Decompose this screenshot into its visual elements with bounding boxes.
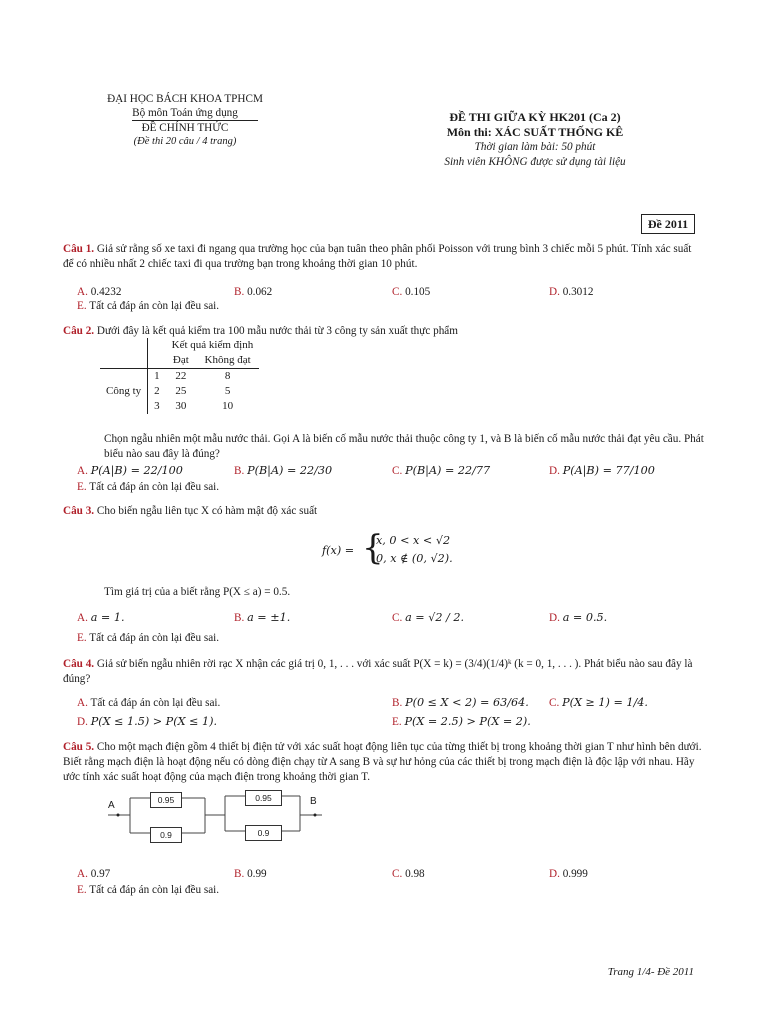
exam-rule: Sinh viên KHÔNG được sử dụng tài liệu (444, 156, 626, 168)
header-right (370, 110, 700, 170)
exam-time: Thời gian làm bài: 50 phút (474, 141, 596, 153)
brace-icon: { (362, 528, 384, 568)
device-1: 0.95 (150, 792, 182, 808)
question-1 (63, 242, 703, 272)
q2-option-c[interactable]: C. P(B|A) = 22/77 (392, 464, 491, 477)
q2-table (100, 338, 259, 414)
q5-label: Câu 5. (63, 741, 95, 753)
q5-option-b[interactable]: B. 0.99 (234, 868, 267, 880)
table-group-header: Kết quả kiểm định (171, 339, 254, 351)
q4-option-e[interactable]: E. P(X = 2.5) > P(X = 2). (392, 715, 531, 728)
q5-text: Cho một mạch điện gồm 4 thiết bị điện tử với xác suất hoạt động liên tục của từng thiết bị trong khoảng thời gian T như hình bên dưới. Biết rằng mạch điện là hoạt động nếu có dòng điện chạy từ A sang B và sự hư hỏng của các thiết bị trong mạch điện là độc lập với nhau. Hãy ước tính xác suất hoạt động của mạch điện trong khoảng thời gian T. (63, 741, 702, 783)
table-cell: 8 (224, 370, 231, 382)
q4-text: Giả sử biến ngẫu nhiên rời rạc X nhận các giá trị 0, 1, . . . với xác suất P(X = k) = (3/4)(1/4)ᵏ (k = 0, 1, . . . ). Phát biểu nào sau đây là đúng? (63, 658, 693, 685)
q1-text: Giả sử rằng số xe taxi đi ngang qua trường học của bạn tuân theo phân phối Poisson với trung bình 3 chiếc mỗi 5 phút. Tính xác suất để có nhiều nhất 2 chiếc taxi đi qua trường bạn trong khoảng thời gian 10 phút. (63, 243, 692, 270)
q2-option-a[interactable]: A. P(A|B) = 22/100 (77, 464, 183, 477)
exam-code-box: Đề 2011 (641, 214, 695, 234)
q1-option-e[interactable]: E. Tất cả đáp án còn lại đều sai. (77, 300, 220, 312)
q1-option-a[interactable]: A. 0.4232 (77, 286, 122, 298)
q3-label: Câu 3. (63, 505, 95, 517)
circuit-diagram (100, 788, 340, 858)
table-row-id: 1 (148, 369, 166, 385)
q4-label: Câu 4. (63, 658, 95, 670)
q1-option-d[interactable]: D. 0.3012 (549, 286, 594, 298)
q3-case-2: 0, x ∉ (0, √2). (376, 552, 453, 565)
question-5 (63, 740, 703, 785)
q2-option-b[interactable]: B. P(B|A) = 22/30 (234, 464, 333, 477)
count-note: (Đề thi 20 câu / 4 trang) (133, 136, 237, 147)
q1-label: Câu 1. (63, 243, 95, 255)
q3-option-e[interactable]: E. Tất cả đáp án còn lại đều sai. (77, 632, 220, 644)
q2-option-e[interactable]: E. Tất cả đáp án còn lại đều sai. (77, 481, 220, 493)
q3-option-b[interactable]: B. a = ±1. (234, 611, 291, 624)
q1-option-c[interactable]: C. 0.105 (392, 286, 431, 298)
q2-label: Câu 2. (63, 325, 95, 337)
device-2: 0.9 (150, 827, 182, 843)
q4-option-b[interactable]: B. P(0 ≤ X < 2) = 63/64. (392, 696, 529, 709)
q5-option-d[interactable]: D. 0.999 (549, 868, 588, 880)
node-b-label: B (310, 796, 317, 807)
q3-option-a[interactable]: A. a = 1. (77, 611, 125, 624)
exam-title: ĐỀ THI GIỮA KỲ HK201 (Ca 2) (449, 110, 621, 124)
node-a-label: A (108, 800, 115, 811)
table-row-id: 2 (148, 384, 166, 399)
q3-option-d[interactable]: D. a = 0.5. (549, 611, 608, 624)
q4-option-c[interactable]: C. P(X ≥ 1) = 1/4. (549, 696, 648, 709)
circuit-wires (100, 788, 340, 858)
university-name: ĐẠI HỌC BÁCH KHOA TPHCM (107, 93, 263, 105)
table-cell: 30 (175, 400, 187, 412)
q2-option-d[interactable]: D. P(A|B) = 77/100 (549, 464, 655, 477)
q3-option-c[interactable]: C. a = √2 / 2. (392, 611, 465, 624)
q3-case-1: x, 0 < x < √2 (376, 534, 451, 547)
question-2 (63, 324, 703, 339)
table-cell: 10 (222, 400, 234, 412)
question-4 (63, 657, 703, 687)
q4-option-a[interactable]: A. Tất cả đáp án còn lại đều sai. (77, 697, 221, 709)
official-label: ĐỀ CHÍNH THỨC (141, 122, 229, 134)
device-4: 0.9 (245, 825, 282, 841)
question-3 (63, 504, 703, 519)
department-name: Bộ môn Toán ứng dụng (132, 107, 238, 119)
table-row-label: Công ty (106, 385, 142, 397)
page-footer: Trang 1/4- Đề 2011 (607, 966, 694, 978)
table-cell: 25 (175, 385, 187, 397)
q3-text2: Tìm giá trị của a biết rằng P(X ≤ a) = 0.5. (104, 586, 291, 598)
header-divider (168, 120, 258, 121)
table-cell: 22 (175, 370, 187, 382)
q2-text2: Chọn ngẫu nhiên một mẫu nước thải. Gọi A là biến cố mẫu nước thải thuộc công ty 1, và B là biến cố mẫu nước thải đạt yêu cầu. Phát biểu nào sau đây là đúng? (104, 433, 704, 460)
table-col-fail: Không đạt (204, 354, 251, 366)
q2-text: Dưới đây là kết quả kiểm tra 100 mẫu nước thải từ 3 công ty sản xuất thực phẩm (96, 325, 458, 337)
subject-name: Môn thi: XÁC SUẤT THỐNG KÊ (446, 125, 624, 139)
q5-option-c[interactable]: C. 0.98 (392, 868, 425, 880)
table-cell: 5 (224, 385, 231, 397)
q3-text: Cho biến ngẫu liên tục X có hàm mật độ xác suất (96, 505, 318, 517)
device-3: 0.95 (245, 790, 282, 806)
q5-option-e[interactable]: E. Tất cả đáp án còn lại đều sai. (77, 884, 220, 896)
q4-option-d[interactable]: D. P(X ≤ 1.5) > P(X ≤ 1). (77, 715, 218, 728)
q1-option-b[interactable]: B. 0.062 (234, 286, 273, 298)
q3-formula-lhs: f(x) = (322, 544, 355, 557)
table-col-pass: Đạt (172, 354, 189, 366)
q5-option-a[interactable]: A. 0.97 (77, 868, 111, 880)
table-row-id: 3 (148, 399, 166, 414)
